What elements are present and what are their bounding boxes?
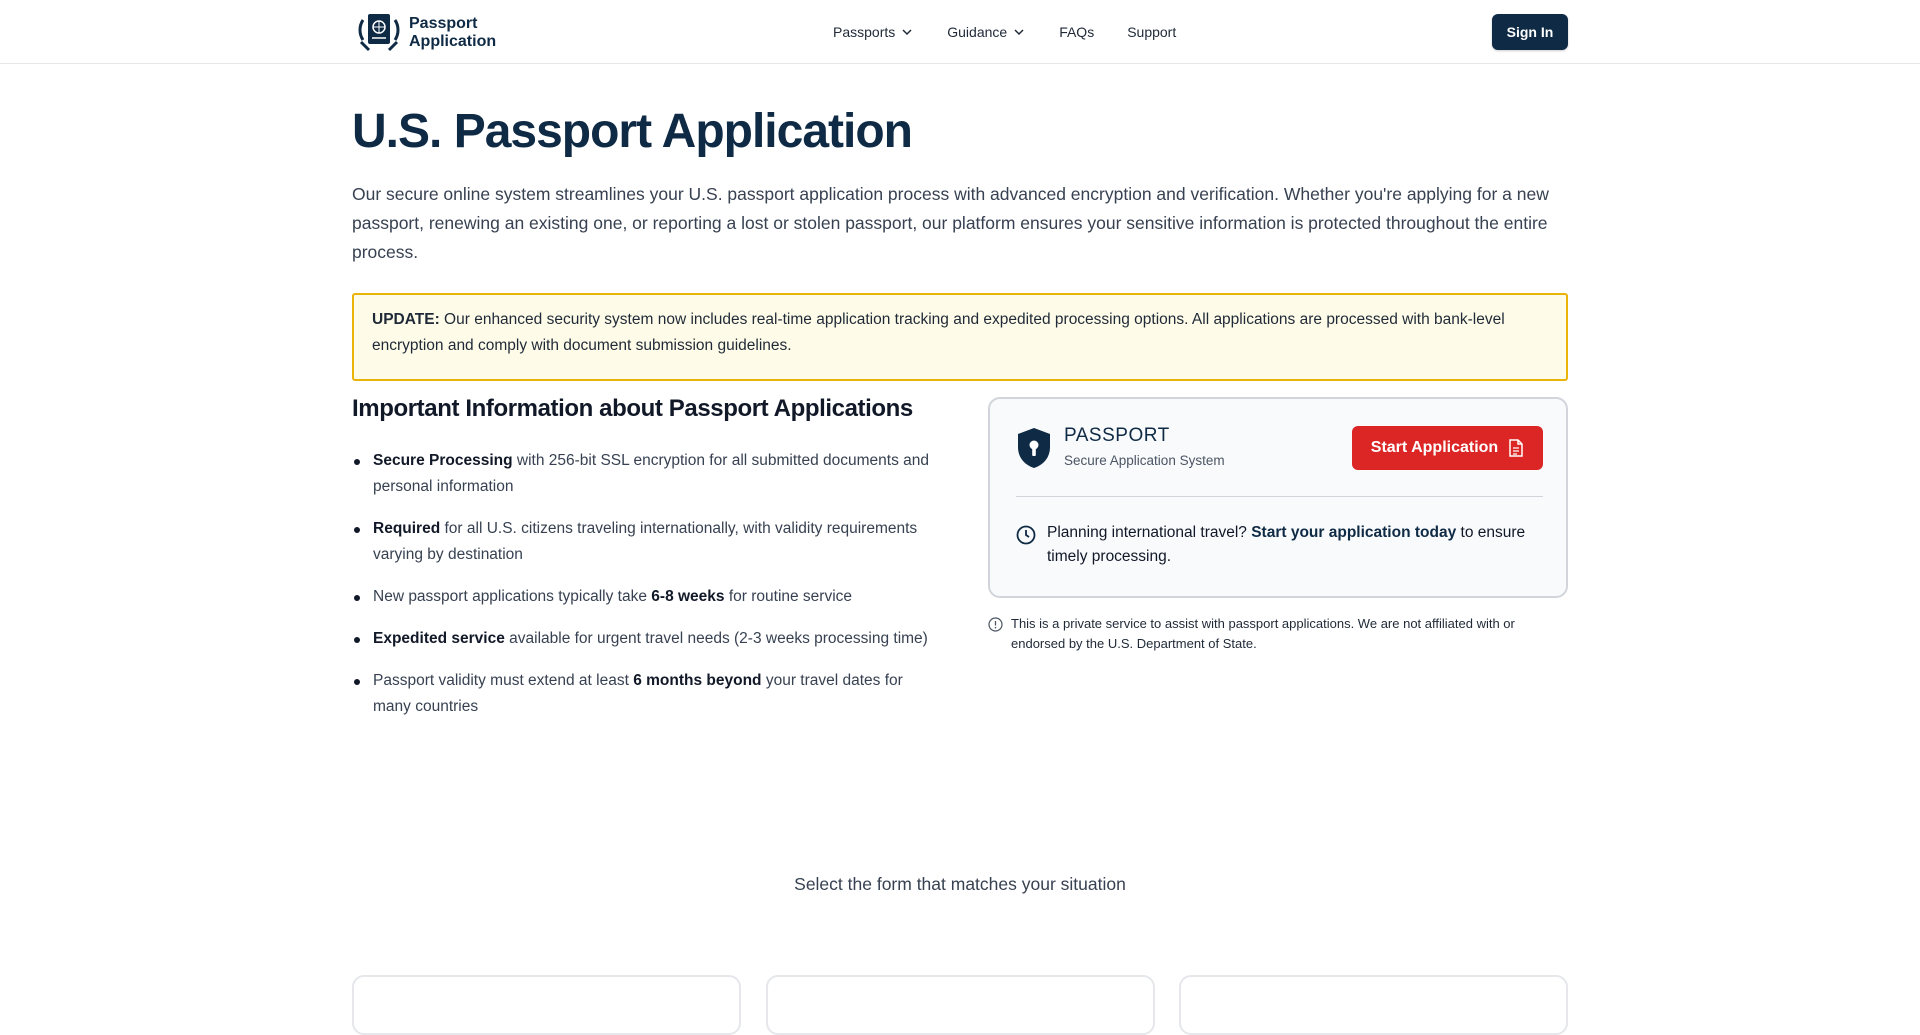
nav-support-label: Support [1127, 24, 1177, 40]
list-item [352, 516, 942, 568]
application-card [988, 397, 1568, 598]
item-bold: 6-8 weeks [651, 588, 725, 605]
item-text: with 256-bit SSL encryption for all submitted documents and personal information [373, 452, 930, 495]
logo-text [409, 15, 496, 51]
item-text: Passport validity must extend at least [373, 672, 634, 689]
card-divider [1016, 496, 1543, 497]
start-application-button[interactable] [1352, 426, 1543, 470]
card-subtitle: Secure Application System [1064, 453, 1225, 468]
disclaimer-text: This is a private service to assist with passport applications. We are not affiliated with or endorsed by the U.S. Department of State. [1011, 616, 1515, 651]
travel-note [1047, 521, 1537, 569]
info-heading: Important Information about Passport Applications [352, 395, 913, 422]
info-list [352, 448, 942, 736]
site-header [0, 0, 1920, 64]
main-nav [833, 0, 1176, 64]
logo-line-1: Passport [409, 15, 478, 32]
item-bold: Secure Processing [373, 452, 513, 469]
form-option-card[interactable] [766, 975, 1155, 1035]
form-select-prompt: Select the form that matches your situation [794, 874, 1126, 894]
list-item [352, 668, 942, 720]
item-text: available for urgent travel needs (2-3 weeks processing time) [504, 630, 928, 647]
update-banner [352, 293, 1568, 381]
list-item [352, 584, 942, 610]
nav-passports[interactable] [833, 24, 913, 40]
form-option-card[interactable] [1179, 975, 1568, 1035]
list-item [352, 626, 942, 652]
nav-passports-label: Passports [833, 24, 896, 40]
disclaimer [988, 614, 1568, 654]
travel-text: to ensure timely processing. [1047, 524, 1526, 565]
nav-support[interactable] [1127, 24, 1176, 40]
start-application-link[interactable]: Start your application today [1251, 524, 1457, 541]
item-text: for routine service [724, 588, 853, 605]
info-icon [988, 617, 1003, 632]
card-brand: PASSPORT [1064, 425, 1170, 446]
item-text: New passport applications typically take [373, 588, 652, 605]
page-title: U.S. Passport Application [352, 105, 912, 158]
item-bold: Expedited service [373, 630, 505, 647]
start-application-label: Start Application [1370, 439, 1499, 456]
nav-faqs[interactable] [1059, 24, 1094, 40]
passport-seal-icon [355, 10, 403, 56]
chevron-down-icon [901, 26, 913, 38]
document-icon [1508, 439, 1524, 457]
item-bold: Required [373, 520, 441, 537]
nav-guidance-label: Guidance [947, 24, 1008, 40]
nav-guidance[interactable] [947, 24, 1025, 40]
sign-in-button[interactable]: Sign In [1492, 14, 1568, 50]
travel-text: Planning international travel? [1047, 524, 1252, 541]
item-text: your travel dates for many countries [373, 672, 903, 715]
update-text: Our enhanced security system now includes real-time application tracking and expedited processing options. All applications are processed with bank-level encryption and comply with document submission guidelines. [372, 311, 1505, 354]
item-text: for all U.S. citizens traveling internationally, with validity requirements varying by destination [373, 520, 918, 563]
intro-paragraph: Our secure online system streamlines your U.S. passport application process with advanced encryption and verification. Whether you're applying for a new passport, renewing an existing one, or reporting a lost or stolen passport, our platform ensures your sensitive information is protected throughout the entire process. [352, 184, 1549, 262]
site-logo[interactable] [355, 10, 496, 56]
form-option-card[interactable] [352, 975, 741, 1035]
shield-lock-icon [1016, 427, 1052, 469]
list-item [352, 448, 942, 500]
update-label: UPDATE: [372, 311, 440, 328]
chevron-down-icon [1013, 26, 1025, 38]
clock-icon [1016, 525, 1036, 545]
logo-line-2: Application [409, 33, 497, 50]
nav-faqs-label: FAQs [1059, 24, 1095, 40]
item-bold: 6 months beyond [633, 672, 762, 689]
